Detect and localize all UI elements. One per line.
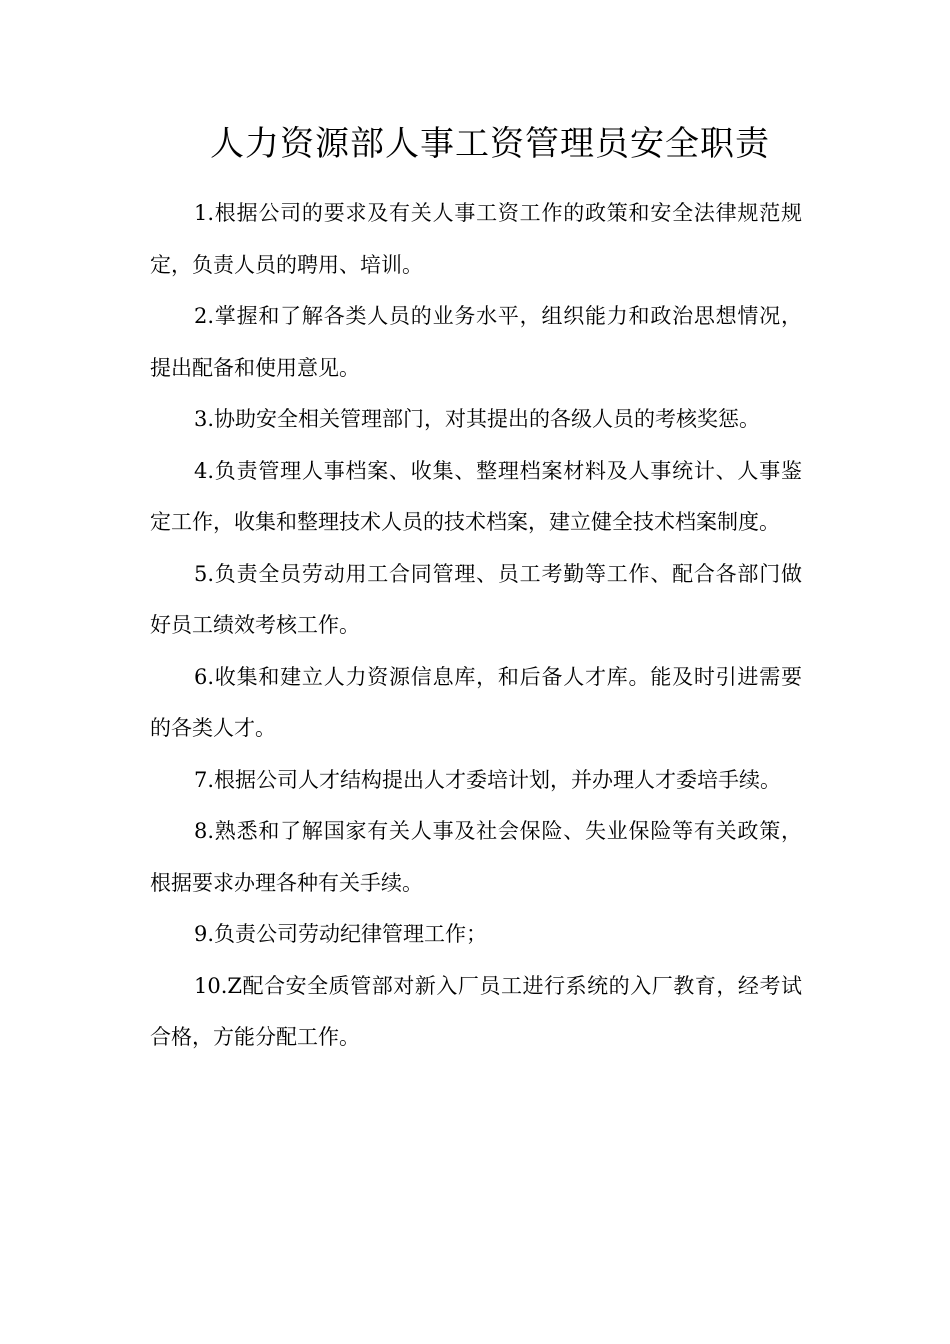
duty-item-2: 2.掌握和了解各类人员的业务水平，组织能力和政治思想情况，提出配备和使用意见。	[150, 304, 802, 380]
document-body	[150, 188, 802, 1064]
duty-item-9: 9.负责公司劳动纪律管理工作；	[194, 922, 488, 946]
document-title: 人力资源部人事工资管理员安全职责	[210, 124, 770, 164]
duty-item-3: 3.协助安全相关管理部门，对其提出的各级人员的考核奖惩。	[194, 407, 761, 431]
duty-item-4: 4.负责管理人事档案、收集、整理档案材料及人事统计、人事鉴定工作，收集和整理技术人员的技术档案，建立健全技术档案制度。	[150, 458, 802, 534]
duty-item-10: 10.Z配合安全质管部对新入厂员工进行系统的入厂教育，经考试合格，方能分配工作。	[150, 973, 802, 1049]
duty-item-6: 6.收集和建立人力资源信息库，和后备人才库。能及时引进需要的各类人才。	[150, 664, 802, 740]
duty-item-8: 8.熟悉和了解国家有关人事及社会保险、失业保险等有关政策，根据要求办理各种有关手续。	[150, 819, 802, 895]
duty-item-7: 7.根据公司人才结构提出人才委培计划，并办理人才委培手续。	[194, 767, 782, 792]
duty-item-5: 5.负责全员劳动用工合同管理、员工考勤等工作、配合各部门做好员工绩效考核工作。	[150, 561, 802, 637]
duty-item-1: 1.根据公司的要求及有关人事工资工作的政策和安全法律规范规定，负责人员的聘用、培训。	[150, 201, 802, 277]
